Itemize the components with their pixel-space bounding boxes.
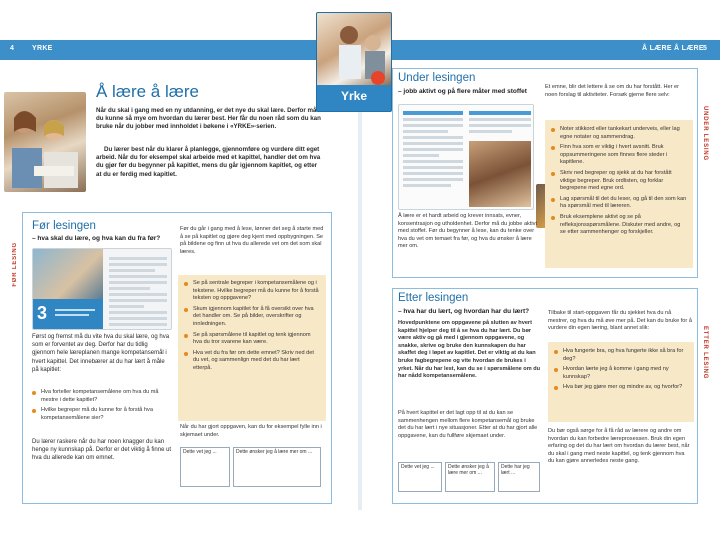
before-table <box>180 447 321 487</box>
before-tip: Hva vet du fra før om dette emnet? Skriv ned det du vet, og sammenlign med det du har lært etterpå. <box>184 350 320 373</box>
during-tip: Finn hva som er viktig i hvert avsnitt. Bruk oppsummeringene som finnes flere steder i kapitlene. <box>551 144 687 167</box>
after-table-header: Dette ønsker jeg å lære mer om ... <box>445 462 495 492</box>
during-right-text: Et emne, blir det lettere å se om du har forstått. Her er noen forslag til aktiviteter. Forsøk gjerne flere selv: <box>545 84 679 98</box>
spread-right-lines <box>469 111 531 136</box>
before-table-header: Dette ønsker jeg å lære mer om ... <box>233 447 321 487</box>
after-right-text: Tilbake til start-oppgaven får du sjekket hva du nå mestrer, og hva du må øve mer på. Det kan du bruke for å vurdere din egen læring, blant annet slik: <box>548 310 692 332</box>
during-tip: Noter stikkord eller tankekart underveis, eller lag egne notater og sammendrag. <box>551 126 687 141</box>
during-reading-subtitle: – jobb aktivt og på flere måter med stoffet <box>398 88 527 95</box>
book-cover <box>316 12 392 112</box>
intro-paragraph-2: Du lærer best når du klarer å planlegge, gjennomføre og vurdere ditt eget arbeid. Når du for eksempel skal arbeide med et kapittel, handler det om hva du gjør før du begynner på kapitlet, mens du går igjennom kapitlet, og etter at du er ferdig med kapitlet. <box>96 146 321 178</box>
book-chapter-mockup <box>32 248 172 330</box>
before-tip: Skum igjennom kapitlet for å få oversikt over hva det handler om. Se på bilder, overskrifter og innledningen. <box>184 306 320 329</box>
before-reading-subtitle: – hva skal du lære, og hva kan du fra før? <box>32 235 161 242</box>
before-table-header: Dette vet jeg ... <box>180 447 230 487</box>
before-col1-bullet: Hva forteller kompetansemålene om hva du må mestre i dette kapitlet? <box>32 389 172 404</box>
after-left-text-2: På hvert kapittel er det lagt opp til at du kan se sammenhengen mellom flere kompetansemål og bruke det du har lært i nye situasjoner. Etter at du har gjort alle oppgavene, kan du fullføre skjemaet under. <box>398 410 538 439</box>
left-page-title: Å lære å lære <box>96 82 199 101</box>
after-table-header: Dette har jeg lært ... <box>498 462 540 492</box>
after-reading-title: Etter lesingen <box>398 292 469 304</box>
after-tip: Hva bør jeg gjøre mer og mindre av, og hvorfor? <box>554 384 688 392</box>
left-page-header-bar <box>0 40 358 60</box>
spread-photo <box>469 141 531 207</box>
book-text-lines <box>109 257 167 330</box>
right-running-head: Å LÆRE Å LÆRE <box>642 45 704 52</box>
during-reading-side-tab: UNDER LESING <box>702 106 708 161</box>
right-page-number: 5 <box>703 45 708 52</box>
during-tips-box <box>545 120 693 268</box>
book-cover-badge <box>371 71 385 85</box>
after-table <box>398 462 540 492</box>
students-illustration <box>4 92 86 192</box>
before-col1-bullets <box>32 389 172 425</box>
before-col2-tips-box <box>178 275 326 421</box>
intro-paragraph: Når du skal i gang med en ny utdanning, er det nye du skal lære. Derfor må du kunne så mye om hvordan du lærer best. Her får du noen råd som du kan bruke når du jobber med innholdet i bøkene i «YRKE»-serien. <box>96 107 321 131</box>
before-reading-title: Før lesingen <box>32 220 96 232</box>
before-col1-text: Først og fremst må du vite hva du skal lære, og hva som er forventet av deg. Derfor har du tidlig gjennom hele læreplanen mange kompetansemål i hvert kapittel. Det innebærer at du har lært å måle på kapitlet: <box>32 334 170 373</box>
left-page-number: 4 <box>10 45 15 52</box>
before-col2-end: Når du har gjort oppgaven, kan du for eksempel fylle inn i skjemaet under. <box>180 424 322 438</box>
after-tip: Hvordan lærte jeg å komme i gang med ny kunnskap? <box>554 366 688 381</box>
after-left-text: Hovedpunktene om oppgavene på slutten av hvert kapittel hjelper deg til å se hva du har lært. Du bør være aktiv og gå med i gjennom oppgavene, og snakke, skrive og bruke den kunnskapen du har skaffet deg i løpet av kapitlet. Det er viktig at du kan bruke fagbegrepene og vite hvordan de brukes i yrket. Når du har lest, kan du se i spørsmålene om du har nådd kompetansemålene. <box>398 320 541 380</box>
book-spread-mockup <box>398 104 534 210</box>
before-tip: Se på sentrale begreper i kompetansemålene og i tekstene. Hvilke begreper må du kunne for å forstå teksten og oppgavene? <box>184 280 320 303</box>
during-tip: Skriv ned begreper og sjekk at du har forstått viktige begreper. Bruk ordlisten, og forklar begrepene med egne ord. <box>551 170 687 193</box>
book-chapter-number: 3 <box>37 303 48 323</box>
book-cover-label: Yrke <box>341 89 368 103</box>
before-col2-text: Før du går i gang med å lese, lønner det seg å starte med å se på kapitlet og gjøre deg kjent med oppbygningen. Se på bildene og finn ut hva du allerede vet om det som skal læres. <box>180 226 324 255</box>
during-tip: Bruk eksemplene aktivt og se på refleksjonsspørsmålene. Diskuter med andre, og se etter sammenhenger og forskjeller. <box>551 214 687 237</box>
after-right-end: Du bør også sørge for å få råd av lærere og andre om hvordan du kan forbedre læreprosessen. Bruk din egen erfaring og det du har lært om hvordan du lærer best, når du skal i gang med neste kapittel, og tenk gjennom hva du kan gjøre annerledes neste gang. <box>548 428 690 465</box>
after-reading-side-tab: ETTER LESING <box>702 326 708 380</box>
during-left-text: Å lære er et hardt arbeid og krever innsats, evner, konsentrasjon og utholdenhet. Derfor må du jobbe aktivt med stoffet. Før du begynner å lese, kan du tenke over hva du vet om temaet fra før, og hva du ønsker å lære mer om. <box>398 213 537 250</box>
left-running-head: YRKE <box>32 45 53 52</box>
after-reading-subtitle: – hva har du lært, og hvordan har du lært? <box>398 308 530 315</box>
before-reading-side-tab: FØR LESING <box>12 242 18 287</box>
book-chapter-block <box>33 299 103 330</box>
during-reading-title: Under lesingen <box>398 72 476 84</box>
before-col1-end: Du lærer raskere når du har noen knagger du kan henge ny kunnskap på. Derfor er det viktig å finne ut hva du allerede kan om emnet. <box>32 439 172 462</box>
before-tip: Se på spørsmålene til kapitlet og tenk igjennom hva du tror svarene kan være. <box>184 332 320 347</box>
after-table-header: Dette vet jeg ... <box>398 462 442 492</box>
after-tips-box <box>548 342 694 422</box>
after-tip: Hva fungerte bra, og hva fungerte ikke så bra for deg? <box>554 348 688 363</box>
during-tip: Lag spørsmål til det du leser, og gå til den som kan ha spørsmål med til læreren. <box>551 196 687 211</box>
students-photo <box>4 92 86 192</box>
before-col1-bullet: Hvilke begreper må du kunne for å forstå hva kompetansemålene sier? <box>32 407 172 422</box>
book-photo <box>33 249 103 299</box>
spread-left-lines <box>403 111 463 190</box>
